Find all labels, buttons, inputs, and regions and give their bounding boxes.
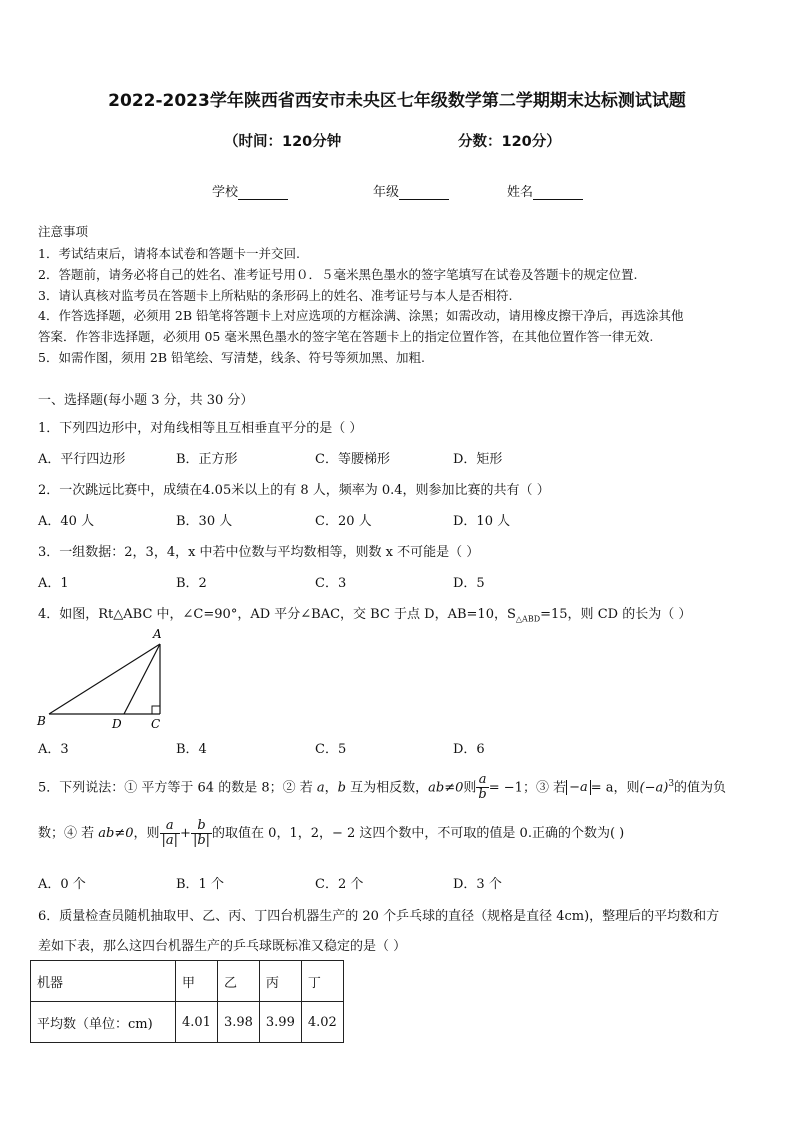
q5-option-d: D．3 个 [453,877,502,892]
label-b: B [37,714,46,728]
frac-num: b [191,819,212,834]
q2-option-a: A．40 人 [38,514,95,529]
table-cell: 机器 [31,961,176,1002]
table-row [31,1002,344,1043]
q5-l2-ab-nonzero: ab≠0 [98,826,134,841]
q4-option-a: A．3 [38,742,69,757]
q5-fraction-a-over-abs-a [160,819,181,848]
q5-text-4: ；③ 若 [522,780,567,796]
q3-option-b: B．2 [176,576,207,591]
q5-option-b: B．1 个 [176,877,224,892]
q5-comma: ， [324,780,338,796]
table-cell: 3.99 [259,1002,301,1043]
table-cell: 平均数（单位：cm) [31,1002,176,1043]
page-title: 2022-2023学年陕西省西安市未央区七年级数学第二学期期末达标测试试题 [108,91,686,111]
q5-l2-text-3: 的取值在 0，1，2，− 2 这四个数中，不可取的值是 0.正确的个数为( ) [212,826,625,841]
label-a: A [153,627,162,641]
q5-fraction-a-over-b [476,773,488,802]
grade-field [373,181,449,200]
q1-option-a: A．平行四边形 [38,452,126,467]
grade-blank [399,185,449,200]
q5-plus: + [180,826,191,841]
section-heading: 一、选择题(每小题 3 分，共 30 分） [38,393,254,408]
table-cell: 4.02 [301,1002,343,1043]
notice-heading: 注意事项 [38,224,89,239]
notice-item-1: 1．考试结束后，请将本试卷和答题卡一并交回. [38,246,300,261]
grade-label: 年级 [373,185,400,200]
q4-stem-subscript: △ABD [515,614,541,624]
q5-neg-a: (−a) [639,780,669,796]
school-field [212,181,288,200]
table-cell: 丁 [301,961,343,1002]
notice-item-3: 3．请认真核对监考员在答题卡上所粘贴的条形码上的姓名、准考证号与本人是否相符. [38,288,513,303]
label-c: C [151,717,161,731]
q5-eq-neg1: = −1 [488,780,523,796]
q5-var-b: b [337,780,346,796]
side-ab [49,644,160,714]
q6-stem-line-2: 差如下表，那么这四台机器生产的乒乓球既标准又稳定的是（ ） [38,939,407,954]
table-header-row [31,961,344,1002]
q5-option-c: C．2 个 [315,877,364,892]
q5-l2-text-1: 数；④ 若 [38,826,99,841]
q4-triangle-figure [32,626,172,734]
school-label: 学校 [212,185,239,200]
q5-abs-neg-a: −a [566,780,591,795]
q5-text-2: 互为相反数， [346,780,429,796]
q5-text-3: 则 [463,780,477,796]
q4-option-c: C．5 [315,742,347,757]
frac-den: |a| [161,833,179,848]
q1-option-d: D．矩形 [453,452,503,467]
frac-num: a [476,773,488,788]
q5-line-1 [38,764,726,804]
q5-ab-nonzero: ab≠0 [428,780,464,796]
frac-den: |b| [192,833,211,848]
name-field [507,181,583,200]
table-cell: 4.01 [176,1002,218,1043]
q5-text-5: = a，则 [590,780,640,796]
label-d: D [112,717,122,731]
right-angle-mark [152,706,160,714]
notice-item-4a: 4．作答选择题，必须用 2B 铅笔将答题卡上对应选项的方框涂满、涂黑；如需改动，请用橡皮擦干净后，再选涂其他 [38,308,684,323]
table-cell: 丙 [259,961,301,1002]
q5-exponent: 3 [668,779,675,789]
exam-score: 分数：120分） [458,134,561,150]
frac-den: b [478,787,487,803]
table-cell: 甲 [176,961,218,1002]
segment-ad [124,644,160,714]
q5-var-a: a [316,780,325,796]
q4-stem-part2: =15，则 CD 的长为（ ） [540,607,692,622]
q5-fraction-b-over-abs-b [191,819,212,848]
school-blank [238,185,288,200]
q1-stem: 1．下列四边形中，对角线相等且互相垂直平分的是（ ） [38,421,363,436]
q5-line-2 [38,812,624,856]
table-cell: 乙 [217,961,259,1002]
table-cell: 3.98 [217,1002,259,1043]
exam-time: （时间：120分钟 [224,134,342,150]
notice-item-4b: 答案．作答非选择题，必须用 05 毫米黑色墨水的签字笔在答题卡上的指定位置作答，在其他位置作答一律无效. [38,329,654,344]
q4-option-d: D．6 [453,742,485,757]
name-blank [533,185,583,200]
q3-option-a: A．1 [38,576,69,591]
q2-option-c: C．20 人 [315,514,372,529]
q2-stem: 2．一次跳远比赛中，成绩在4.05米以上的有 8 人，频率为 0.4，则参加比赛的共有（ ） [38,483,550,498]
q1-option-c: C．等腰梯形 [315,452,390,467]
q5-text-1: 5．下列说法：① 平方等于 64 的数是 8；② 若 [38,780,317,796]
q4-option-b: B．4 [176,742,207,757]
q3-option-c: C．3 [315,576,347,591]
q5-l2-text-2: ，则 [133,826,160,841]
q6-data-table [30,960,344,1043]
q1-option-b: B．正方形 [176,452,238,467]
notice-item-5: 5．如需作图，须用 2B 铅笔绘、写清楚，线条、符号等须加黑、加粗. [38,350,426,365]
q3-stem: 3．一组数据：2，3，4，x 中若中位数与平均数相等，则数 x 不可能是（ ） [38,545,480,560]
q2-option-b: B．30 人 [176,514,233,529]
q5-option-a: A．0 个 [38,877,86,892]
notice-item-2: 2．答题前，请务必将自己的姓名、准考证号用０．５毫米黑色墨水的签字笔填写在试卷及答题卡的规定位置. [38,267,638,282]
q3-option-d: D．5 [453,576,485,591]
name-label: 姓名 [507,185,534,200]
q2-option-d: D．10 人 [453,514,511,529]
q4-stem-part1: 4．如图，Rt△ABC 中，∠C=90°，AD 平分∠BAC，交 BC 于点 D，AB=10，S [38,607,516,622]
q5-text-6: 的值为负 [674,780,727,796]
q6-stem-line-1: 6．质量检查员随机抽取甲、乙、丙、丁四台机器生产的 20 个乒乓球的直径（规格是直径 4cm)，整理后的平均数和方 [38,909,720,924]
q4-stem [38,603,691,624]
frac-num: a [160,819,181,834]
